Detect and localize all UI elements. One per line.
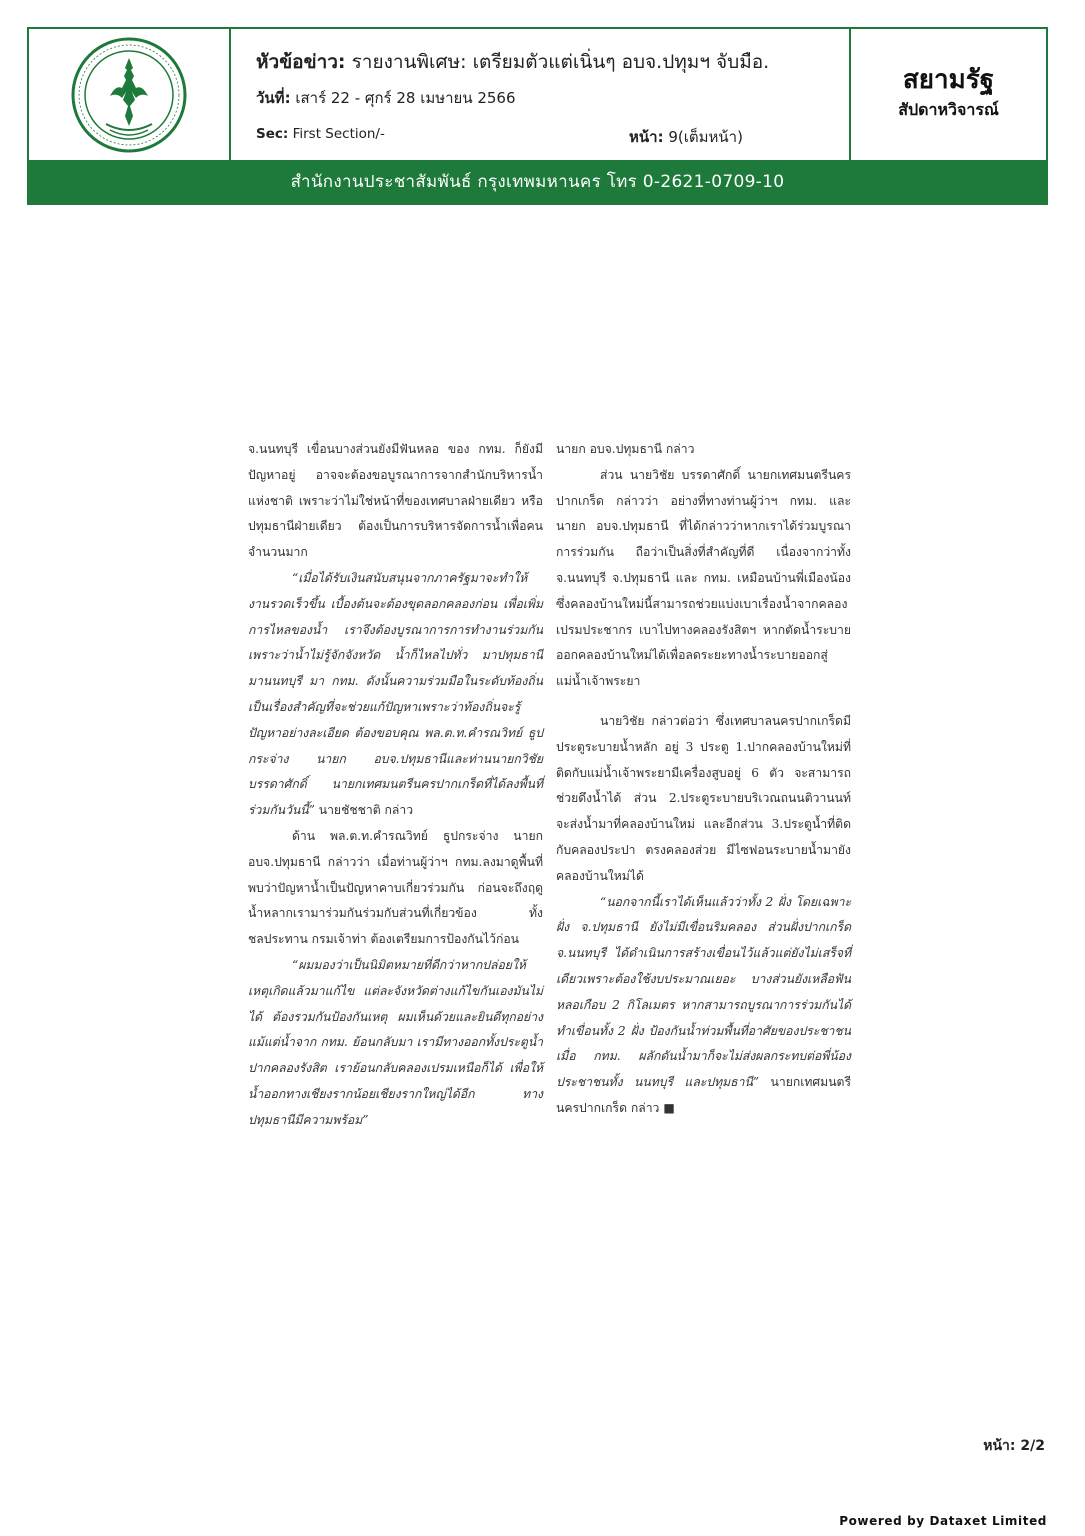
quote-attribution: นายกเทศมนตรีนครปากเกร็ด กล่าว ■ [556, 1075, 851, 1115]
paragraph [248, 566, 543, 824]
logo-cell [29, 29, 231, 160]
paragraph: นายวิชัย กล่าวต่อว่า ซึ่งเทศบาลนครปากเกร็ดมีประตูระบายน้ำหลัก อยู่ 3 ประตู 1.ปากคลองบ้านใหม่ที่ติดกับแม่น้ำเจ้าพระยามีเครื่องสูบอยู่ 6 ตัว จะสามารถช่วยดึงน้ำได้ ส่วน 2.ประตูระบายบริเวณถนนติวานนท์ จะส่งน้ำมาที่คลองบ้านใหม่ และอีกส่วน 3.ประตูน้ำที่ติดกับคลองประปา ตรงคลองส่วย มีไซฟอนระบายน้ำมายังคลองบ้านใหม่ได้ [556, 713, 851, 883]
headline [256, 47, 769, 77]
paragraph: ด้าน พล.ต.ท.คำรณวิทย์ ธูปกระจ่าง นายก อบจ.ปทุมธานี กล่าวว่า เมื่อท่านผู้ว่าฯ กทม.ลงมาดูพื้นที่พบว่าปัญหาน้ำเป็นปัญหาคาบเกี่ยวร่วมกัน ก่อนจะถึงฤดูน้ำหลากเรามาร่วมกันร่วมกับส่วนที่เกี่ยวข้อง ทั้งชลประทาน กรมเจ้าท่า ต้องเตรียมการป้องกันไว้ก่อน [248, 828, 543, 947]
publication-subtitle: สัปดาหวิจารณ์ [898, 100, 999, 120]
page-line [629, 125, 743, 149]
header-box [27, 27, 1048, 205]
date-text: เสาร์ 22 - ศุกร์ 28 เมษายน 2566 [295, 89, 516, 107]
paragraph: ส่วน นายวิชัย บรรดาศักดิ์ นายกเทศมนตรีนครปากเกร็ด กล่าวว่า อย่างที่ทางท่านผู้ว่าฯ กทม. และ นายก อบจ.ปทุมธานี ที่ได้กล่าวว่าหากเราได้ร่วมบูรณาการร่วมกัน ถือว่าเป็นสิ่งที่สำคัญที่ดี เนื่องจากว่าทั้ง จ.นนทบุรี จ.ปทุมธานี และ กทม. เหมือนบ้านพี่เมืองน้อง ซึ่งคลองบ้านใหม่นี้สามารถช่วยแบ่งเบาเรื่องน้ำจากคลองเปรมประชากร เบาไปทางคลองรังสิตฯ หากตัดน้ำระบายออกคลองบ้านใหม่ได้เพื่อลดระยะทางน้ำระบายออกสู่แม่น้ำเจ้าพระยา [556, 467, 851, 689]
date-label: วันที่: [256, 89, 291, 107]
sec-label: Sec: [256, 126, 289, 142]
article-column-left [248, 437, 543, 1134]
paragraph [556, 890, 851, 1122]
page-text: 9(เต็มหน้า) [668, 128, 743, 146]
quote-attribution: นายชัชชาติ กล่าว [314, 803, 414, 818]
footer-page-value: 2/2 [1020, 1438, 1045, 1454]
paragraph: จ.นนทบุรี เขื่อนบางส่วนยังมีฟันหลอ ของ กทม. ก็ยังมีปัญหาอยู่ อาจจะต้องขอบูรณาการจากสำนักบริหารน้ำแห่งชาติ เพราะว่าไม่ใช่หน้าที่ของเทศบาลฝ่ายเดียว หรือปทุมธานีฝ่ายเดียว ต้องเป็นการบริหารจัดการน้ำเพื่อคนจำนวนมาก [248, 442, 543, 560]
paragraph: นายก อบจ.ปทุมธานี กล่าว [556, 442, 695, 456]
sec-text: First Section/- [292, 126, 385, 142]
quote-text: “นอกจากนี้เราได้เห็นแล้วว่าทั้ง 2 ฝั่ง โดยเฉพาะฝั่ง จ.ปทุมธานี ยังไม่มีเขื่อนริมคลอง ส่วนฝั่งปากเกร็ด จ.นนทบุรี ได้ดำเนินการสร้างเขื่อนไว้แล้วแต่ยังไม่เสร็จที่เดียวเพราะต้องใช้งบประมาณเยอะ บางส่วนยังเหลือฟันหลอเกือบ 2 กิโลเมตร หากสามารถบูรณาการร่วมกันได้ทำเขื่อนทั้ง 2 ฝั่ง ป้องกันน้ำท่วมพื้นที่อาศัยของประชาชน เมื่อ กทม. ผลักดันน้ำมาก็จะไม่ส่งผลกระทบต่อพี่น้องประชาชนทั้ง นนทบุรี และปทุมธานี” [556, 894, 851, 1090]
headline-text: รายงานพิเศษ: เตรียมตัวแต่เนิ่นๆ อบจ.ปทุมฯ จับมือ. [351, 51, 770, 73]
article-column-right [556, 437, 851, 1122]
powered-by: Powered by Dataxet Limited [839, 1514, 1047, 1528]
office-bar [29, 160, 1046, 203]
footer-page-label: หน้า: [983, 1438, 1016, 1454]
dateline [256, 86, 516, 110]
publication-name: สยามรัฐ [902, 64, 995, 95]
section-line [256, 126, 385, 142]
quote-text: “เมื่อได้รับเงินสนับสนุนจากภาครัฐมาจะทำให้งานรวดเร็วขึ้น เบื้องต้นจะต้องขุดลอกคลองก่อน เพื่อเพิ่มการไหลของน้ำ เราจึงต้องบูรณาการการทำงานร่วมกัน เพราะว่าน้ำไม่รู้จักจังหวัด น้ำก็ไหลไปทั่ว มาปทุมธานีมานนทบุรี มา กทม. ดังนั้นความร่วมมือในระดับท้องถิ่นเป็นเรื่องสำคัญที่จะช่วยแก้ปัญหาเพราะว่าท้องถิ่นจะรู้ปัญหาอย่างละเอียด ต้องขอบคุณ พล.ต.ท.คำรณวิทย์ ธูปกระจ่าง นายก อบจ.ปทุมธานีและท่านนายกวิชัย บรรดาศักดิ์ นายกเทศมนตรีนครปากเกร็ดที่ได้ลงพื้นที่ร่วมกันวันนี้” [248, 570, 543, 818]
publication-cell [851, 29, 1046, 160]
bangkok-seal-icon [70, 36, 188, 154]
info-cell [231, 29, 851, 160]
office-bar-text: สำนักงานประชาสัมพันธ์ กรุงเทพมหานคร โทร 0-2621-0709-10 [290, 172, 785, 192]
paragraph: “ผมมองว่าเป็นนิมิตหมายที่ดีกว่าหากปล่อยให้เหตุเกิดแล้วมาแก้ไข แต่ละจังหวัดต่างแก้ไขกันเองมันไม่ได้ ต้องรวมกันป้องกันเหตุ ผมเห็นด้วยและยินดีทุกอย่างแม้แต่น้ำจาก กทม. ย้อนกลับมา เรามีทางออกทั้งประตูน้ำปากคลองรังสิต เราย้อนกลับคลองเปรมเหนือก็ได้ เพื่อให้น้ำออกทางเชียงรากน้อยเชียงรากใหญ่ได้อีก ทางปทุมธานีมีความพร้อม” [248, 957, 543, 1127]
page-label: หน้า: [629, 128, 664, 146]
headline-label: หัวข้อข่าว: [256, 51, 346, 73]
footer-page-number [983, 1435, 1045, 1457]
